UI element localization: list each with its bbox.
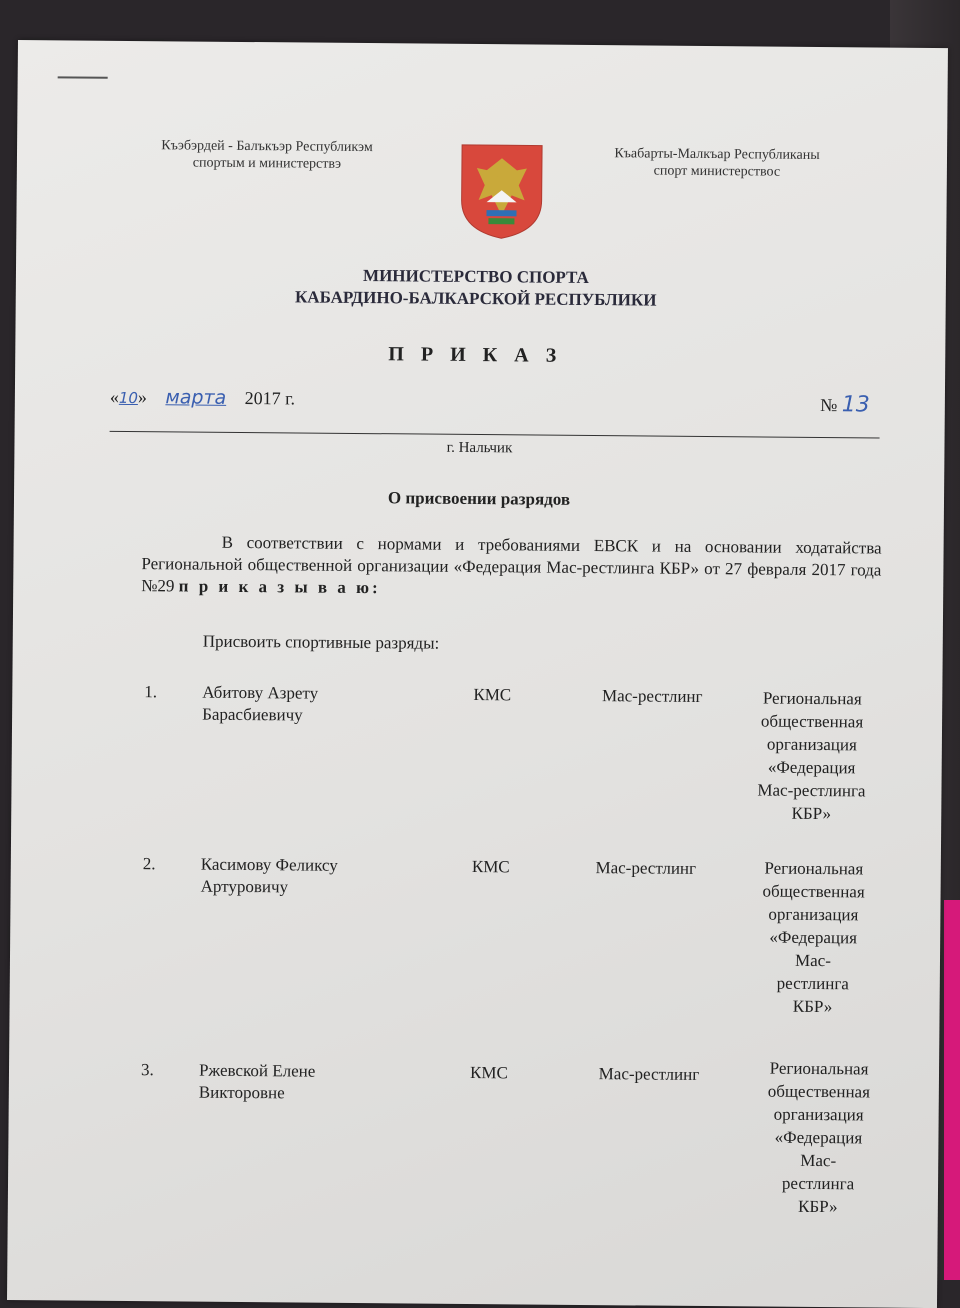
corner-mark — [58, 76, 108, 78]
date-year: 2017 г. — [244, 387, 296, 409]
row-3-number: 3. — [140, 1060, 154, 1080]
row-1-sport: Мас-рестлинг — [601, 686, 703, 706]
row-1-organization: Региональная общественная организация «Федерация Мас-рестлинга КБР» — [757, 688, 866, 824]
date-day: 10 — [118, 388, 139, 408]
subject-title: О присвоении разрядов — [387, 488, 571, 509]
row-2-sport: Мас-рестлинг — [595, 858, 697, 878]
row-2-number: 2. — [142, 854, 156, 874]
magenta-edge — [944, 900, 960, 1280]
date-month: марта — [165, 386, 227, 409]
header-left: Къэбэрдей - Балъкъэр Республикэм спортым и министерствэ — [161, 138, 373, 172]
row-3-organization: Региональная общественная организация «Федерация Мас- рестлинга КБР» — [767, 1058, 871, 1217]
order-title: П Р И К А З — [388, 343, 563, 367]
assign-line: Присвоить спортивные разряды: — [202, 631, 440, 653]
row-2-organization: Региональная общественная организация «Федерация Мас- рестлинга КБР» — [762, 858, 865, 1017]
date-line: «10» марта 2017 г. № 13 — [109, 386, 870, 418]
city: г. Нальчик — [446, 439, 513, 457]
row-3-name: Ржевской Елене Викторовне — [198, 1060, 316, 1103]
row-3-sport: Мас-рестлинг — [598, 1064, 700, 1084]
row-1-number: 1. — [144, 682, 158, 702]
row-1-name: Абитову Азрету Барасбиевичу — [202, 682, 319, 725]
order-number: № 13 — [820, 392, 870, 418]
ministry-title: МИНИСТЕРСТВО СПОРТА КАБАРДИНО-БАЛКАРСКОЙ РЕСПУБЛИКИ — [294, 266, 657, 310]
header-right: Къабарты-Малкъар Республиканы спорт министерствос — [614, 146, 820, 180]
row-1-rank: КМС — [473, 684, 512, 705]
row-2-rank: КМС — [471, 856, 510, 877]
document-page — [7, 40, 948, 1308]
coat-of-arms-icon — [456, 140, 547, 241]
body-paragraph: В соответствии с нормами и требованиями ЕВСК и на основании ходатайства Региональной общественной организации «Федерация Мас-рестлинга КБР» от 27 февраля 2017 года №29 п р и к а з ы в а ю: — [141, 532, 882, 598]
row-2-name: Касимову Феликсу Артуровичу — [200, 854, 338, 897]
row-3-rank: КМС — [470, 1062, 508, 1083]
